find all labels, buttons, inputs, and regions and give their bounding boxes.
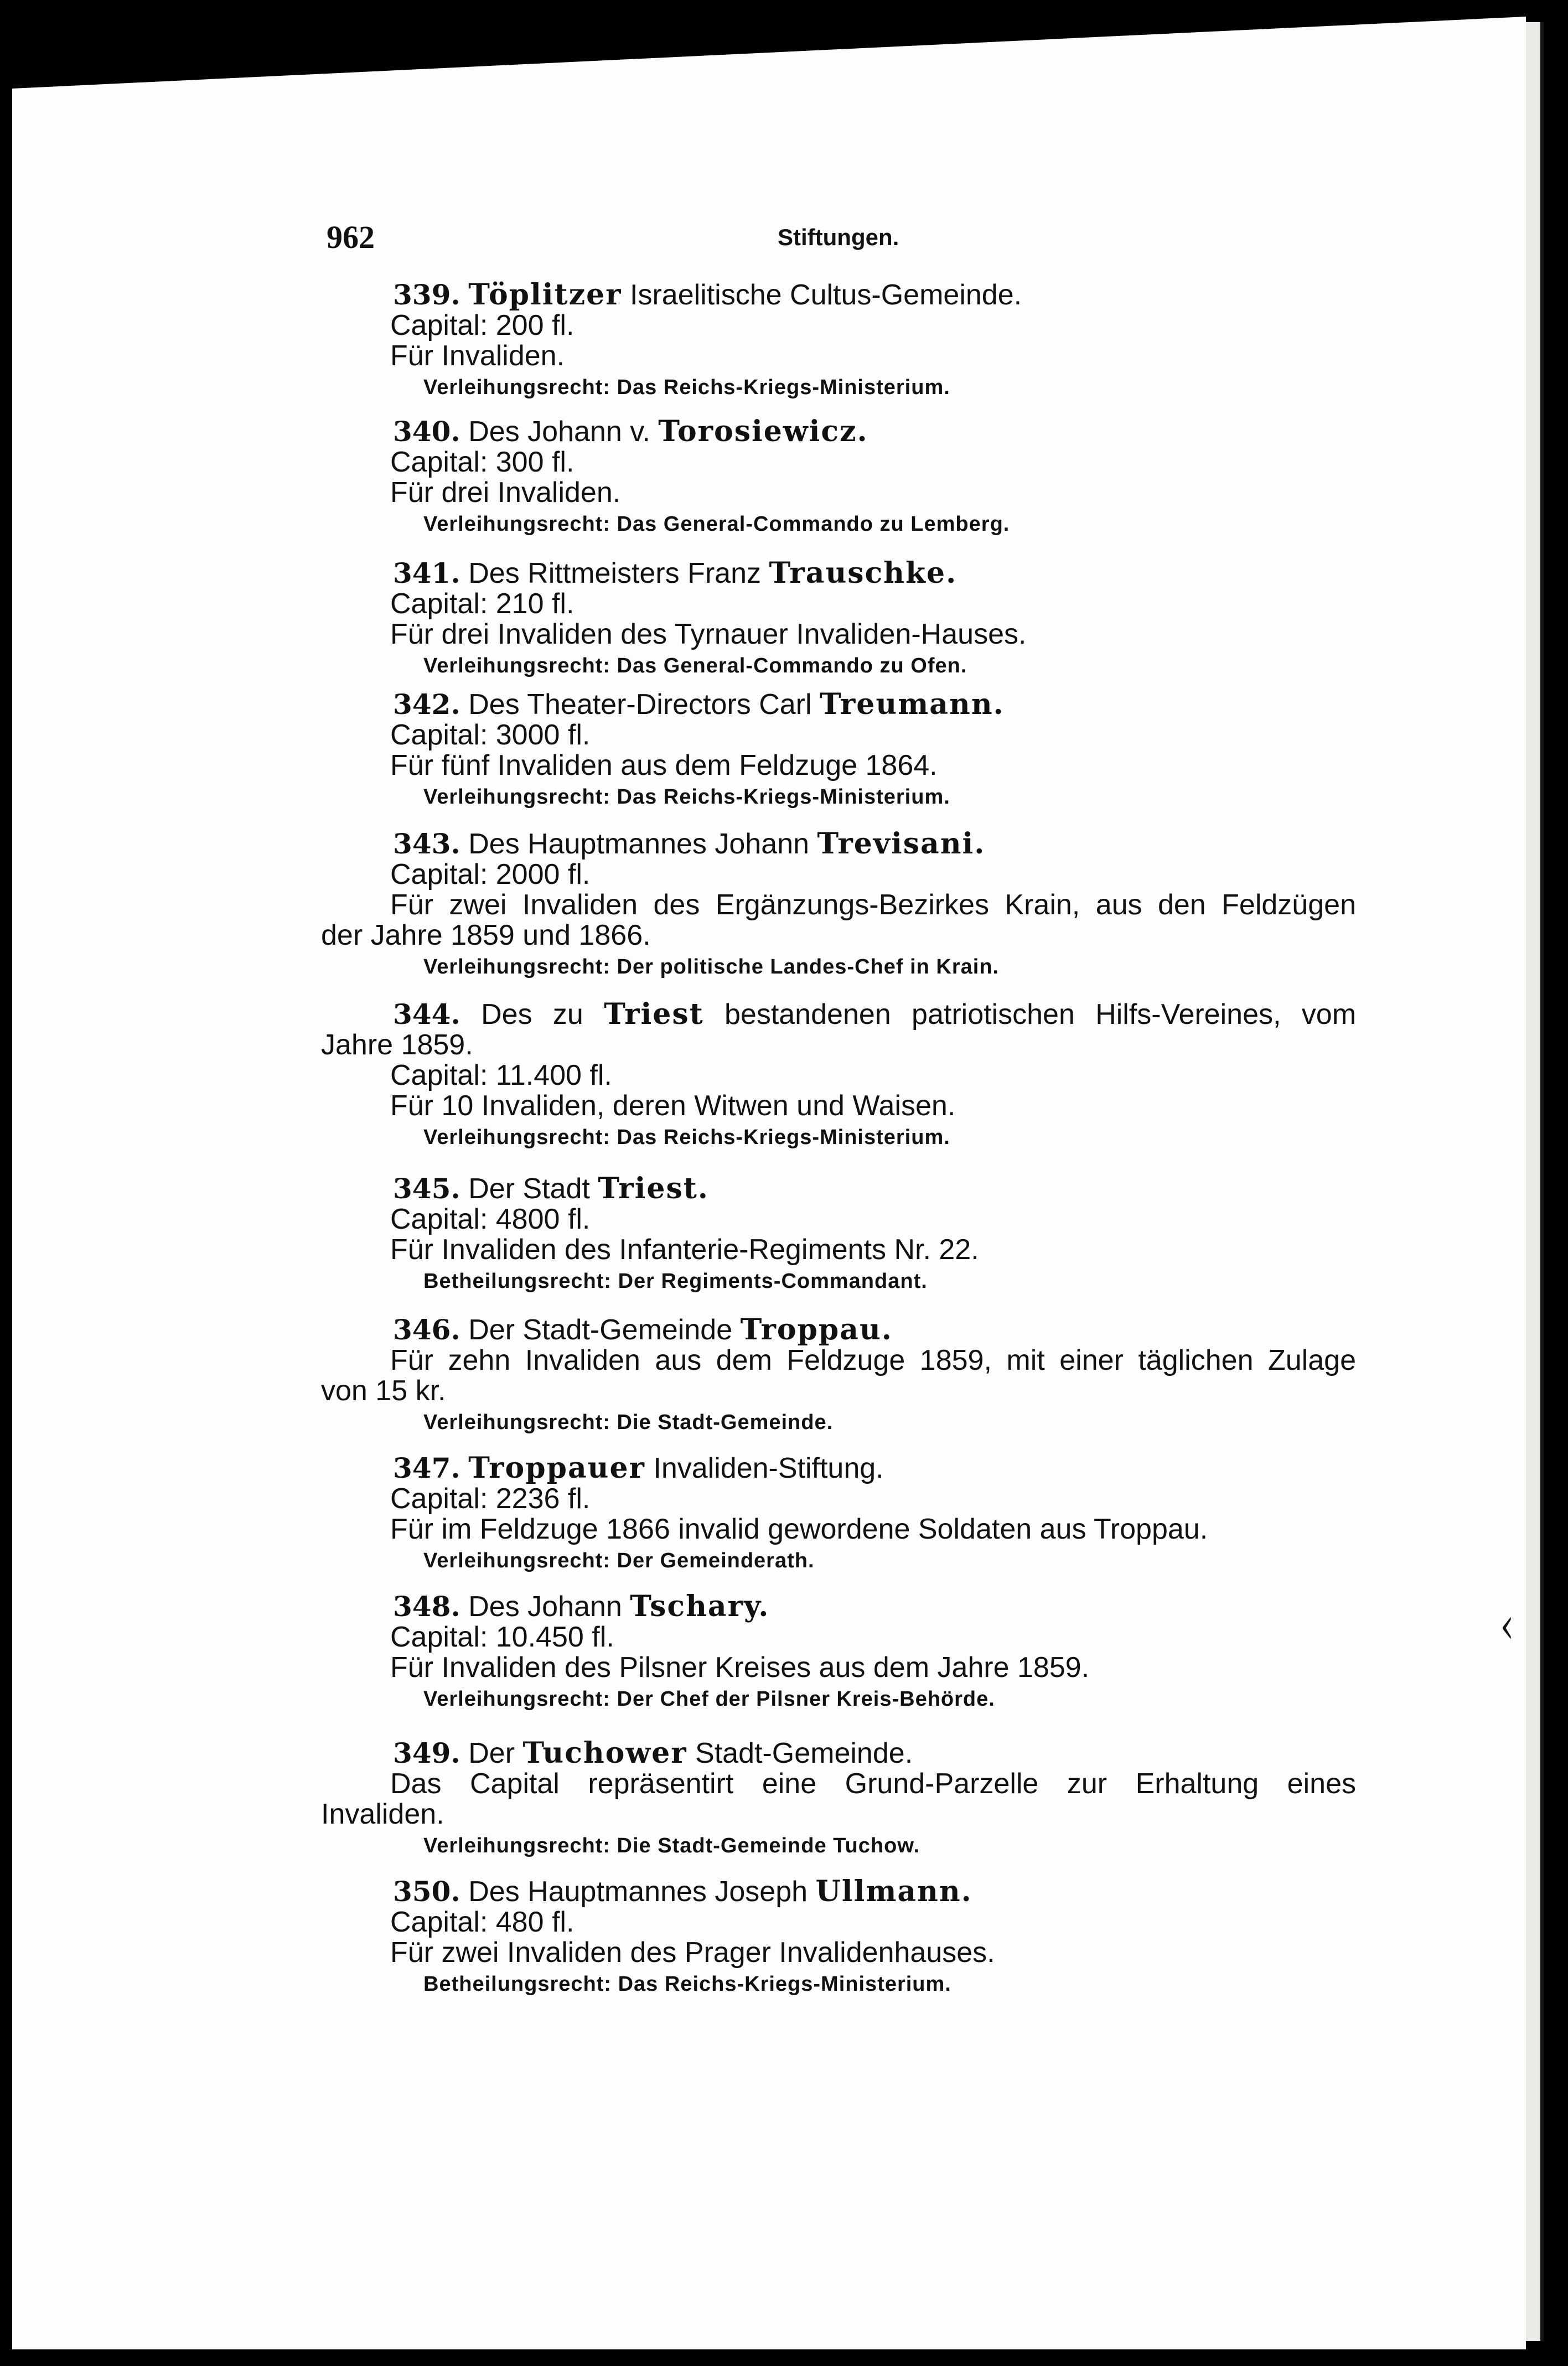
entry-346 (310, 1314, 1356, 1438)
entry-name: Treumann. (820, 687, 1005, 721)
entry-344 (310, 999, 1356, 1153)
margin-mark-icon: ‹ (1500, 1597, 1514, 1655)
entry-right: Verleihungsrecht: Der Chef der Pilsner Kreis-Behörde. (423, 1687, 995, 1711)
entry-name: Tuchower (522, 1736, 687, 1770)
entry-purpose-cont: von 15 kr. (321, 1375, 446, 1407)
entry-capital: Capital: 4800 fl. (390, 1203, 591, 1235)
entry-purpose: Für Invaliden des Infanterie-Regiments Nr. 22. (390, 1234, 979, 1266)
entry-342 (310, 689, 1356, 813)
entry-capital: Capital: 3000 fl. (390, 719, 591, 751)
entry-purpose-cont: Invaliden. (321, 1798, 444, 1830)
entry-heading (310, 999, 1356, 1030)
entry-348 (310, 1591, 1356, 1715)
entry-right: Verleihungsrecht: Das Reichs-Kriegs-Ministerium. (423, 376, 950, 399)
entry-capital: Capital: 10.450 fl. (390, 1621, 614, 1653)
entry-heading-text: Stadt-Gemeinde. (687, 1737, 913, 1769)
entry-339 (310, 279, 1356, 403)
entry-heading-text: Der Stadt (460, 1173, 598, 1205)
entry-name: Triest (604, 997, 704, 1031)
entry-capital: Capital: 480 fl. (390, 1906, 575, 1938)
entry-purpose-cont: der Jahre 1859 und 1866. (321, 919, 651, 951)
entry-number: 343. (393, 827, 460, 860)
entry-heading-text: bestandenen patriotischen Hilfs-Vereines, vom (703, 998, 1357, 1031)
entry-capital: Capital: 2236 fl. (390, 1483, 591, 1515)
entry-name: Töplitzer (468, 278, 622, 312)
entry-purpose: Für 10 Invaliden, deren Witwen und Waisen. (390, 1090, 956, 1122)
entry-purpose: Für Invaliden des Pilsner Kreises aus dem Jahre 1859. (390, 1651, 1090, 1684)
entry-name: Triest. (598, 1172, 709, 1205)
entry-350 (310, 1876, 1356, 2000)
entry-name: Torosiewicz. (658, 415, 868, 448)
entry-number: 345. (393, 1172, 460, 1205)
entry-343 (310, 829, 1356, 983)
entry-heading-text: Der (460, 1737, 523, 1769)
entry-heading (310, 1591, 1356, 1622)
entry-capital: Capital: 11.400 fl. (390, 1059, 612, 1091)
entry-heading-cont: Jahre 1859. (321, 1029, 473, 1061)
entry-purpose: Für im Feldzuge 1866 invalid gewordene Soldaten aus Troppau. (390, 1513, 1208, 1545)
entry-heading (310, 1173, 1356, 1204)
entry-purpose: Für zehn Invaliden aus dem Feldzuge 1859, mit einer täglichen Zulage (390, 1344, 1356, 1376)
entry-number: 350. (393, 1875, 460, 1908)
entry-name: Trevisani. (817, 827, 986, 861)
entry-heading (310, 1876, 1356, 1907)
entry-heading-text: Invaliden-Stiftung. (645, 1452, 884, 1484)
entry-345 (310, 1173, 1356, 1297)
entry-heading-text: Der Stadt-Gemeinde (460, 1314, 741, 1346)
entry-number: 348. (393, 1590, 460, 1623)
entry-name: Tschary. (630, 1590, 770, 1623)
entry-capital: Capital: 2000 fl. (390, 858, 591, 891)
entry-name: Ullmann. (815, 1875, 972, 1908)
entry-heading (310, 689, 1356, 720)
entry-heading-text: Des Hauptmannes Johann (460, 828, 817, 860)
entry-heading (310, 829, 1356, 860)
entry-purpose: Für zwei Invaliden des Prager Invalidenhauses. (390, 1937, 995, 1969)
entry-347 (310, 1453, 1356, 1577)
entry-purpose: Für fünf Invaliden aus dem Feldzuge 1864. (390, 749, 938, 781)
entry-number: 342. (393, 688, 460, 721)
entry-capital: Capital: 200 fl. (390, 309, 575, 341)
entry-number: 344. (393, 998, 460, 1031)
entry-right: Betheilungsrecht: Der Regiments-Commandant. (423, 1270, 928, 1293)
entry-number: 341. (393, 557, 460, 589)
entry-name: Troppauer (468, 1451, 645, 1485)
entry-right: Verleihungsrecht: Die Stadt-Gemeinde. (423, 1411, 834, 1434)
entry-right: Verleihungsrecht: Das General-Commando zu Lemberg. (423, 512, 1010, 536)
entry-purpose: Für zwei Invaliden des Ergänzungs-Bezirkes Krain, aus den Feldzügen (390, 889, 1356, 921)
entry-heading (310, 416, 1356, 447)
entry-heading-text: Israelitische Cultus-Gemeinde. (622, 279, 1022, 311)
entry-right: Verleihungsrecht: Das General-Commando zu Ofen. (423, 654, 967, 677)
entry-heading-text: Des Johann (460, 1591, 630, 1623)
entry-number: 339. (393, 278, 460, 311)
entry-heading-text: Des Johann v. (460, 416, 659, 448)
running-head: Stiftungen. (778, 224, 899, 250)
entry-number: 347. (393, 1452, 460, 1484)
entry-number: 349. (393, 1737, 460, 1769)
entry-right: Betheilungsrecht: Das Reichs-Kriegs-Ministerium. (423, 1972, 951, 1996)
entry-name: Trauschke. (769, 556, 958, 590)
entry-right: Verleihungsrecht: Das Reichs-Kriegs-Ministerium. (423, 1126, 950, 1149)
entry-capital: Capital: 300 fl. (390, 446, 575, 478)
entry-right: Verleihungsrecht: Das Reichs-Kriegs-Ministerium. (423, 785, 950, 809)
entry-heading (310, 1738, 1356, 1769)
entry-purpose: Für drei Invaliden des Tyrnauer Invaliden-Hauses. (390, 618, 1027, 650)
entry-heading-text: Des Theater-Directors Carl (460, 688, 820, 721)
entry-heading-text: Des Rittmeisters Franz (460, 557, 769, 589)
entry-349 (310, 1738, 1356, 1862)
entry-number: 346. (393, 1313, 460, 1346)
entry-heading (310, 558, 1356, 589)
entry-right: Verleihungsrecht: Die Stadt-Gemeinde Tuchow. (423, 1834, 920, 1857)
entry-right: Verleihungsrecht: Der politische Landes-Chef in Krain. (423, 955, 1000, 979)
entry-purpose: Das Capital repräsentirt eine Grund-Parzelle zur Erhaltung eines (390, 1768, 1356, 1800)
entry-purpose: Für drei Invaliden. (390, 477, 621, 509)
entry-number: 340. (393, 415, 460, 448)
entry-341 (310, 558, 1356, 682)
entry-340 (310, 416, 1356, 540)
entry-heading (310, 1453, 1356, 1484)
entry-right: Verleihungsrecht: Der Gemeinderath. (423, 1549, 815, 1572)
entry-heading-text: Des Hauptmannes Joseph (460, 1876, 816, 1908)
entry-heading-text (460, 1452, 468, 1484)
entry-purpose: Für Invaliden. (390, 340, 565, 372)
page-number: 962 (327, 219, 375, 255)
entry-heading-text: Des zu (460, 998, 604, 1031)
entry-name: Troppau. (740, 1313, 893, 1347)
entry-capital: Capital: 210 fl. (390, 588, 575, 620)
entry-heading (310, 279, 1356, 310)
entry-heading (310, 1314, 1356, 1345)
